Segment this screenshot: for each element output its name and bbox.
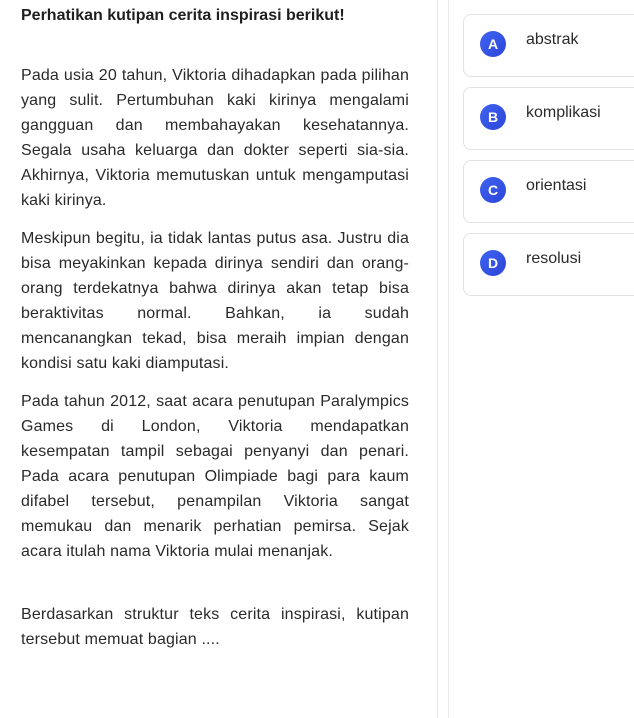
option-b-text: komplikasi: [526, 104, 601, 121]
story-paragraph-2: Meskipun begitu, ia tidak lantas putus asa. Justru dia bisa meyakinkan kepada dirinya sendiri dan orang-orang terdekatnya bahwa dirinya akan tetap bisa beraktivitas normal. Bahkan, ia sudah mencanangkan tekad, bisa meraih impian dengan kondisi satu kaki diamputasi.: [21, 230, 409, 372]
question-panel: [5, 0, 438, 718]
option-d-text: resolusi: [526, 250, 582, 267]
option-d-letter: D: [480, 250, 506, 276]
option-a[interactable]: [463, 14, 634, 77]
option-d[interactable]: [463, 233, 634, 296]
option-b[interactable]: [463, 87, 634, 150]
option-a-text: abstrak: [526, 31, 579, 48]
answer-options: [448, 0, 634, 718]
option-b-letter: B: [480, 104, 506, 130]
option-a-letter: A: [480, 31, 506, 57]
option-c[interactable]: [463, 160, 634, 223]
option-c-letter: C: [480, 177, 506, 203]
story-paragraph-1: Pada usia 20 tahun, Viktoria dihadapkan pada pilihan yang sulit. Pertumbuhan kaki kirinya mengalami gangguan dan membahayakan kesehatannya. Segala usaha keluarga dan dokter seperti sia-sia. Akhirnya, Viktoria memutuskan untuk mengamputasi kaki kirinya.: [21, 67, 409, 209]
question-prompt: Berdasarkan struktur teks cerita inspirasi, kutipan tersebut memuat bagian ....: [21, 606, 409, 648]
question-title: Perhatikan kutipan cerita inspirasi berikut!: [21, 7, 345, 24]
story-paragraph-3: Pada tahun 2012, saat acara penutupan Paralympics Games di London, Viktoria mendapatkan kesempatan tampil sebagai penyanyi dan penari. Pada acara penutupan Olimpiade bagi para kaum difabel tersebut, penampilan Viktoria sangat memukau dan menarik perhatian pemirsa. Sejak acara itulah nama Viktoria mulai menanjak.: [21, 393, 409, 560]
option-c-text: orientasi: [526, 177, 587, 194]
